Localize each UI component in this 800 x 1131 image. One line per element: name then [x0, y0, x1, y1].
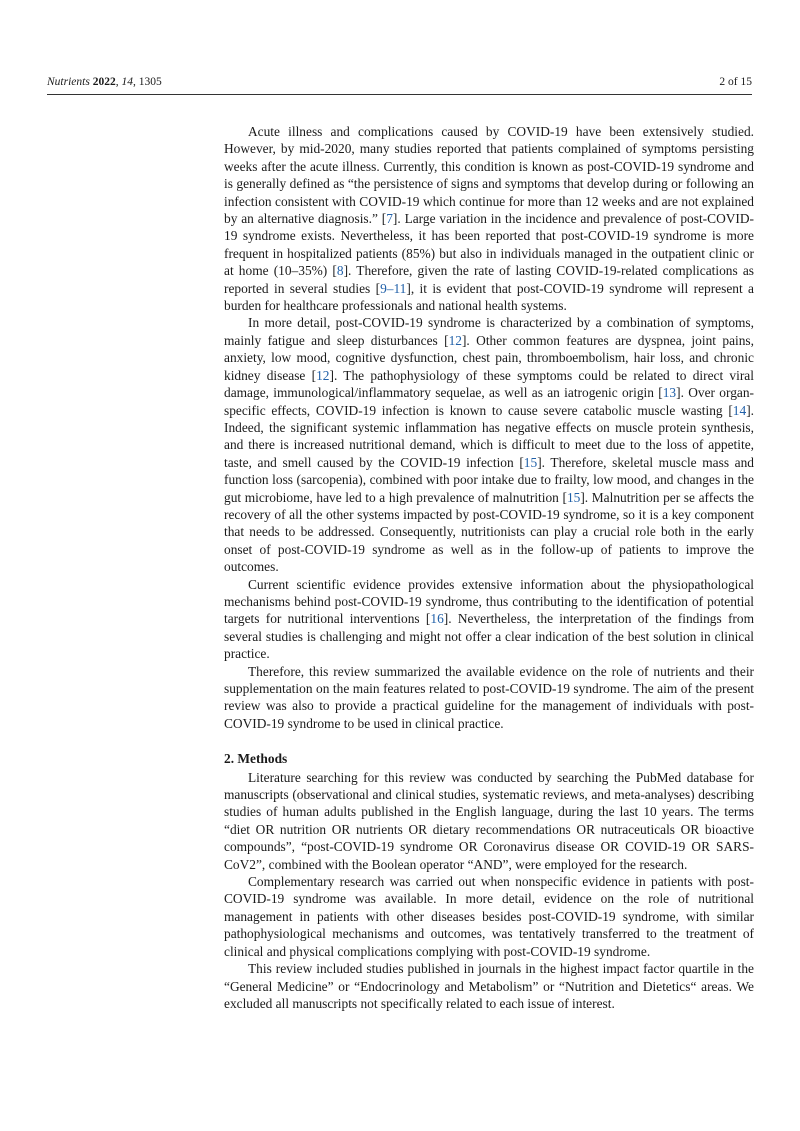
methods-section — [224, 769, 754, 1013]
section-heading-methods: 2. Methods — [224, 751, 288, 767]
journal-year: 2022 — [92, 76, 116, 88]
article-body — [224, 123, 754, 1012]
citation-link[interactable]: 9–11 — [380, 280, 407, 296]
paragraph: Literature searching for this review was conducted by searching the PubMed database for manuscripts (observational and clinical studies, systematic reviews, and meta-analyses) describing studies of human adults published in the English language, during the last 10 years. The terms “diet OR nutrition OR nutrients OR dietary recommendations OR nutraceuticals OR bioactive compounds”, “post-COVID-19 syndrome OR Coronavirus disease OR COVID-19 OR SARS-CoV2”, combined with the Boolean operator “AND”, were employed for the research. — [224, 769, 754, 872]
journal-citation: Nutrients 2022, 14, 1305 — [47, 76, 162, 88]
journal-name: Nutrients — [47, 76, 90, 88]
citation-link[interactable]: 13 — [662, 385, 677, 401]
citation-link[interactable]: 8 — [336, 263, 344, 279]
citation-link[interactable]: 7 — [386, 211, 393, 227]
page-number: 2 of 15 — [719, 76, 752, 88]
citation-link[interactable]: 12 — [316, 367, 330, 383]
citation-link[interactable]: 15 — [566, 489, 581, 505]
article-number: 1305 — [138, 76, 162, 88]
paragraph: Therefore, this review summarized the available evidence on the role of nutrients and their supplementation on the main features related to post-COVID-19 syndrome. The aim of the present review was also to provide a practical guideline for the management of individuals with post-COVID-19 syndrome to be used in clinical practice. — [224, 663, 754, 731]
header-divider — [47, 94, 752, 95]
citation-link[interactable]: 12 — [448, 332, 462, 348]
paragraph: This review included studies published in journals in the highest impact factor quartile in the “General Medicine” or “Endocrinology and Metabolism” or “Nutrition and Dietetics“ areas. We excluded all manuscripts not specifically related to each issue of interest. — [224, 961, 754, 1011]
journal-volume: 14 — [121, 76, 133, 88]
paragraph: Complementary research was carried out when nonspecific evidence in patients with post-COVID-19 syndrome was available. In more detail, evidence on the role of nutritional management in patients with other diseases besides post-COVID-19 syndrome, with similar pathophysiological mechanisms and outcomes, was tentatively transferred to the treatment of clinical and physical complications complying with post-COVID-19 syndrome. — [224, 874, 754, 959]
citation-link[interactable]: 16 — [430, 611, 444, 627]
paragraph: Acute illness and complications caused by COVID-19 have been extensively studied. However, by mid-2020, many studies reported that patients complained of symptoms persisting weeks after the acute illness. Currently, this condition is known as post-COVID-19 syndrome and is generally defined as “the persistence of signs and symptoms that develop during or following an infection consistent with COVID-19 which continue for more than 12 weeks and are not explained by an alternative diagnosis.” [7]. Large variation in the incidence and prevalence of post-COVID-19 syndrome exists. Nevertheless, it has been reported that post-COVID-19 syndrome is more frequent in hospitalized patients (85%) but also in individuals managed in the outpatient clinic or at home (10–35%) [8]. Therefore, given the rate of lasting COVID-19-related complications as reported in several studies [9–11], it is evident that post-COVID-19 syndrome will represent a burden for healthcare professionals and national health systems. — [224, 124, 754, 314]
citation-link[interactable]: 15 — [523, 454, 538, 470]
introduction-continued — [224, 123, 754, 732]
citation-link[interactable]: 14 — [732, 402, 747, 418]
running-header — [47, 76, 752, 88]
paragraph: Current scientific evidence provides extensive information about the physiopathological mechanisms behind post-COVID-19 syndrome, thus contributing to the identification of potential targets for nutritional interventions [16]. Nevertheless, the interpretation of the findings from several studies is challenging and might not offer a clear indication of the best solution in clinical practice. — [224, 576, 754, 662]
paragraph: In more detail, post-COVID-19 syndrome is characterized by a combination of symptoms, mainly fatigue and sleep disturbances [12]. Other common features are dyspnea, joint pains, anxiety, low mood, cognitive dysfunction, chest pain, thromboembolism, hair loss, and chronic kidney disease [12]. The pathophysiology of these symptoms could be related to direct viral damage, immunological/inflammatory sequelae, as well as an iatrogenic origin [13]. Over organ-specific effects, COVID-19 infection is known to cause severe catabolic muscle wasting [14]. Indeed, the significant systemic inflammation has negative effects on muscle protein synthesis, and there is increased nutritional demand, which is difficult to meet due to the loss of appetite, taste, and smell caused by the COVID-19 infection [15]. Therefore, skeletal muscle mass and function loss (sarcopenia), combined with poor intake due to frailty, low mood, and changes in the gut microbiome, have led to a high prevalence of malnutrition [15]. Malnutrition per se affects the recovery of all the other systems impacted by post-COVID-19 syndrome, so it is a key component that needs to be addressed. Consequently, nutritionists can play a crucial role both in the early onset of post-COVID-19 syndrome as well as in the follow-up of patients to improve the outcomes. — [224, 315, 754, 575]
